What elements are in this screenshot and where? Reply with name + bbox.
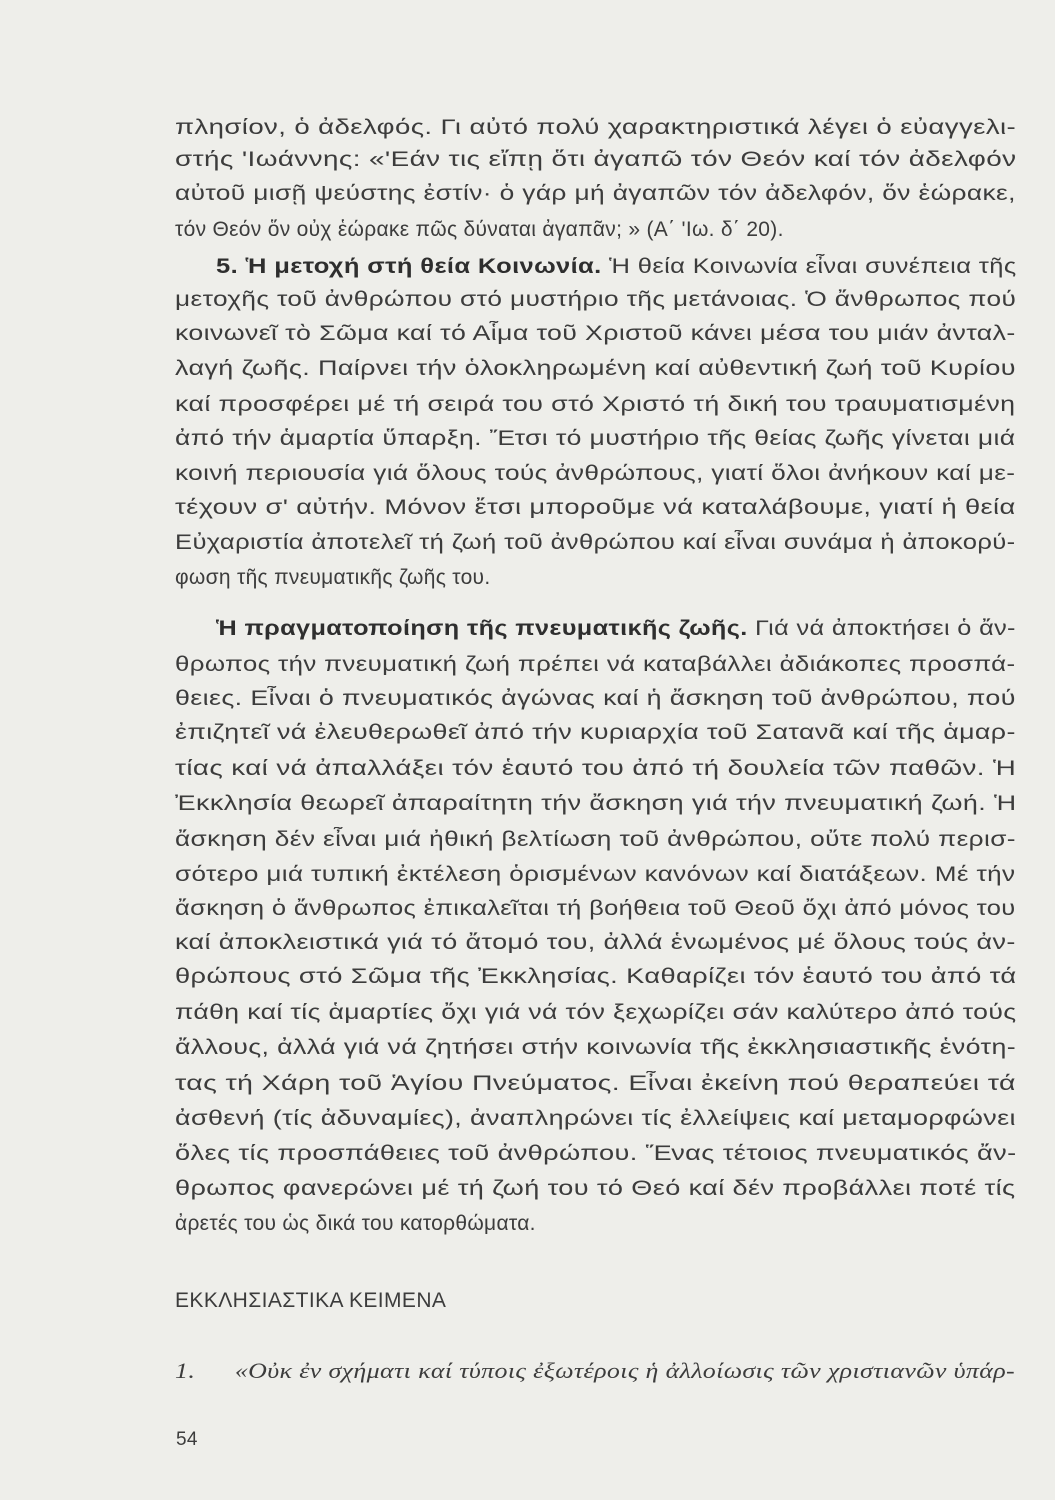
line-text: θρωπος τήν πνευματική ζωή πρέπει νά καταβάλλει ἀδιάκοπες προσπά- — [175, 653, 1016, 676]
body-line — [175, 497, 1016, 518]
page-number: 54 — [176, 1429, 198, 1450]
body-line — [175, 654, 1015, 675]
line-text: Εὐχαριστία ἀποτελεῖ τή ζωή τοῦ ἀνθρώπου καί εἶναι συνάμα ἡ ἀποκορύ- — [175, 531, 1016, 554]
line-text: ἀσθενή (τίς ἀδυναμίες), ἀναπληρώνει τίς ἐλλείψεις καί μεταμορφώνει — [175, 1107, 1016, 1130]
line-text: θειες. Εἶναι ὁ πνευματικός ἀγώνας καί ἡ ἄσκηση τοῦ ἀνθρώπου, πού — [175, 687, 1016, 710]
body-line — [175, 428, 1016, 449]
line-text: φωση τῆς πνευματικῆς ζωῆς του. — [175, 566, 491, 589]
quote-line — [175, 1360, 1015, 1382]
line-text: πάθη καί τίς ἁμαρτίες ὄχι γιά νά τόν ξεχωρίζει σάν καλύτερο ἀπό τούς — [175, 1001, 1017, 1024]
line-text: ἄσκηση δέν εἶναι μιά ἠθική βελτίωση τοῦ ἀνθρώπου, οὔτε πολύ περισ- — [175, 828, 1016, 851]
body-line — [175, 183, 1016, 204]
line-text: πλησίον, ὁ ἀδελφός. Γι αὐτό πολύ χαρακτηριστικά λέγει ὁ εὐαγγελι- — [175, 116, 1017, 139]
body-line — [175, 289, 1016, 310]
line-text: στής 'Ιωάννης: «'Εάν τις εἴπῃ ὅτι ἀγαπῶ τόν Θεόν καί τόν ἀδελφόν — [175, 148, 1017, 171]
line-text: σότερο μιά τυπική ἐκτέλεση ὁρισμένων κανόνων καί διατάξεων. Μέ τήν — [175, 863, 1016, 886]
line-text: ἐπιζητεῖ νά ἐλευθερωθεῖ ἀπό τήν κυριαρχία τοῦ Σατανᾶ καί τῆς ἁμαρ- — [175, 721, 1016, 744]
line-text: ἀρετές του ὡς δικά του κατορθώματα. — [175, 1212, 536, 1235]
body-line — [175, 567, 490, 588]
body-line — [216, 256, 1016, 277]
line-text: μετοχῆς τοῦ ἀνθρώπου στό μυστήριο τῆς μετάνοιας. Ὁ ἄνθρωπος πού — [175, 288, 1017, 311]
line-text: τίας καί νά ἀπαλλάξει τόν ἑαυτό του ἀπό τή δουλεία τῶν παθῶν. Ἡ — [175, 757, 1017, 780]
body-line — [175, 688, 1016, 709]
body-line — [175, 1178, 1015, 1199]
body-line — [175, 358, 1016, 379]
line-text: λαγή ζωῆς. Παίρνει τήν ὁλοκληρωμένη καί αὐθεντική ζωή τοῦ Κυρίου — [175, 357, 1016, 380]
body-line — [175, 1002, 1016, 1023]
section-heading: ΕΚΚΛΗΣΙΑΣΤΙΚΑ ΚΕΙΜΕΝΑ — [175, 1289, 447, 1312]
quote-number: 1. — [175, 1358, 196, 1383]
line-text: αὐτοῦ μισῇ ψεύστης ἐστίν· ὁ γάρ μή ἀγαπῶν τόν ἀδελφόν, ὅν ἑώρακε, — [175, 182, 1016, 205]
body-line — [175, 722, 1016, 743]
body-line — [216, 618, 1016, 639]
body-line — [175, 323, 1016, 344]
line-text: ἄλλους, ἀλλά γιά νά ζητήσει στήν κοινωνία τῆς ἐκκλησιαστικῆς ἑνότη- — [175, 1036, 1017, 1059]
line-text: Ἐκκλησία θεωρεῖ ἀπαραίτητη τήν ἄσκηση γιά τήν πνευματική ζωή. Ἡ — [175, 792, 1017, 815]
quote-text: «Οὐκ ἐν σχήματι καί τύποις ἐξωτέροις ἡ ἀλλοίωσις τῶν χριστιανῶν ὑπάρ- — [234, 1358, 1016, 1383]
line-text: Γιά νά ἀποκτήσει ὁ ἄν- — [747, 617, 1016, 640]
body-line — [175, 829, 1016, 850]
body-line — [175, 1143, 1017, 1164]
line-text: κοινωνεῖ τὸ Σῶμα καί τό Αἷμα τοῦ Χριστοῦ κάνει μέσα του μιάν ἀνταλ- — [175, 322, 1016, 345]
line-text: ὅλες τίς προσπάθειες τοῦ ἀνθρώπου. Ἕνας τέτοιος πνευματικός ἄν- — [175, 1142, 1017, 1165]
body-line — [175, 758, 1016, 779]
body-line — [175, 1213, 536, 1234]
body-line — [175, 1073, 1016, 1094]
line-text: τέχουν σ' αὐτήν. Μόνον ἔτσι μποροῦμε νά καταλάβουμε, γιατί ἡ θεία — [175, 496, 1016, 519]
run-in-heading: Ἡ πραγματοποίηση τῆς πνευματικῆς ζωῆς. — [216, 617, 748, 640]
body-line — [175, 1037, 1016, 1058]
body-line — [175, 149, 1016, 170]
line-text: θρωπος φανερώνει μέ τή ζωή του τό Θεό καί δέν προβάλλει ποτέ τίς — [175, 1177, 1016, 1200]
run-in-heading: 5. Ἡ μετοχή στή θεία Κοινωνία. — [216, 255, 602, 278]
line-text: καί ἀποκλειστικά γιά τό ἄτομό του, ἀλλά ἑνωμένος μέ ὅλους τούς ἀν- — [175, 931, 1016, 954]
body-line — [175, 864, 1015, 885]
body-line — [175, 966, 1017, 987]
body-line — [175, 532, 1016, 553]
line-text: θρώπους στό Σῶμα τῆς Ἐκκλησίας. Καθαρίζει τόν ἑαυτό του ἀπό τά — [175, 965, 1017, 988]
body-line — [175, 394, 1015, 415]
body-line — [175, 1108, 1016, 1129]
line-text: ἀπό τήν ἁμαρτία ὕπαρξη. Ἔτσι τό μυστήριο τῆς θείας ζωῆς γίνεται μιά — [175, 427, 1016, 450]
line-text: τόν Θεόν ὅν οὐχ ἑώρακε πῶς δύναται ἀγαπᾶν; » (Α΄ 'Ιω. δ΄ 20). — [175, 218, 784, 241]
line-text: Ἡ θεία Κοινωνία εἶναι συνέπεια τῆς — [601, 255, 1017, 278]
line-text: τας τή Χάρη τοῦ Ἁγίου Πνεύματος. Εἶναι ἐκείνη πού θεραπεύει τά — [175, 1072, 1016, 1095]
line-text: καί προσφέρει μέ τή σειρά του στό Χριστό τή δική του τραυματισμένη — [175, 393, 1016, 416]
body-line — [175, 463, 1015, 484]
line-text: ἄσκηση ὁ ἄνθρωπος ἐπικαλεῖται τή βοήθεια τοῦ Θεοῦ ὄχι ἀπό μόνος του — [175, 897, 1016, 920]
line-text: κοινή περιουσία γιά ὅλους τούς ἀνθρώπους, γιατί ὅλοι ἀνήκουν καί με- — [175, 462, 1016, 485]
body-line — [175, 219, 784, 240]
body-line — [175, 898, 1016, 919]
body-line — [175, 117, 1016, 138]
body-line — [175, 932, 1016, 953]
body-line — [175, 793, 1016, 814]
